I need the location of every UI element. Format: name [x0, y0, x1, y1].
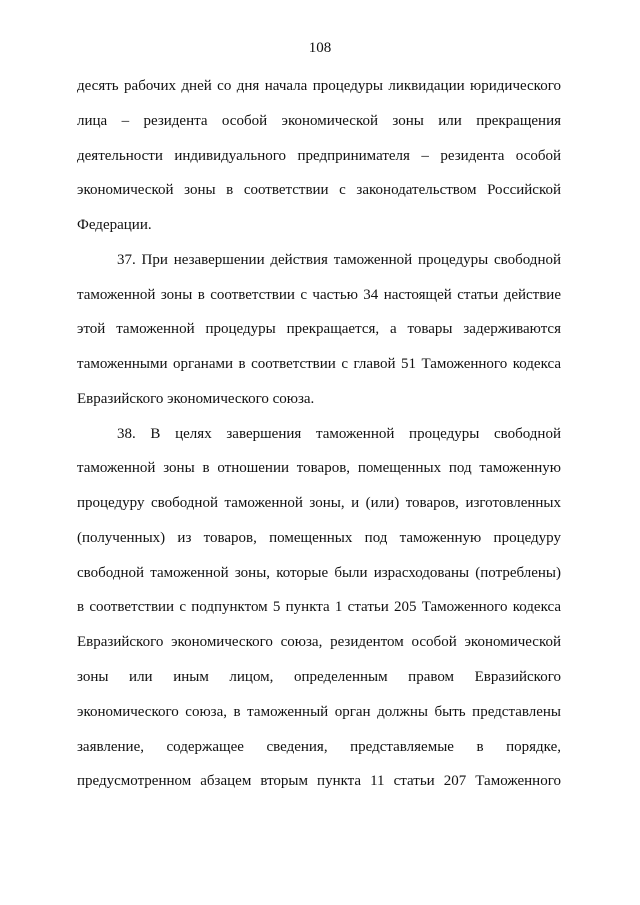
text-line: таможенной зоны в соответствии с частью 34 настоящей статьи действие: [77, 287, 561, 303]
text-line: лица – резидента особой экономической зоны или прекращения: [77, 113, 561, 129]
text-line: свободной таможенной зоны, которые были израсходованы (потреблены): [77, 565, 561, 581]
text-line: 38. В целях завершения таможенной процедуры свободной: [117, 426, 561, 442]
text-line: деятельности индивидуального предпринимателя – резидента особой: [77, 148, 561, 164]
text-line: 37. При незавершении действия таможенной процедуры свободной: [117, 252, 561, 268]
text-line: (полученных) из товаров, помещенных под таможенную процедуру: [77, 530, 561, 546]
text-line: зоны или иным лицом, определенным правом Евразийского: [77, 669, 561, 685]
text-line: экономического союза, в таможенный орган должны быть представлены: [77, 704, 561, 720]
text-line: десять рабочих дней со дня начала процедуры ликвидации юридического: [77, 78, 561, 94]
text-line: Евразийского экономического союза, резидентом особой экономической: [77, 634, 561, 650]
text-line: таможенной зоны в отношении товаров, помещенных под таможенную: [77, 460, 561, 476]
text-line: этой таможенной процедуры прекращается, а товары задерживаются: [77, 321, 561, 337]
text-line: Федерации.: [77, 217, 152, 233]
text-line: Евразийского экономического союза.: [77, 391, 315, 407]
text-line: в соответствии с подпунктом 5 пункта 1 статьи 205 Таможенного кодекса: [77, 599, 561, 615]
text-line: таможенными органами в соответствии с главой 51 Таможенного кодекса: [77, 356, 561, 372]
text-line: заявление, содержащее сведения, представляемые в порядке,: [77, 739, 561, 755]
text-line: предусмотренном абзацем вторым пункта 11 статьи 207 Таможенного: [77, 773, 561, 789]
page-number: 108: [308, 40, 332, 56]
text-line: экономической зоны в соответствии с законодательством Российской: [77, 182, 561, 198]
text-line: процедуру свободной таможенной зоны, и (или) товаров, изготовленных: [77, 495, 561, 511]
